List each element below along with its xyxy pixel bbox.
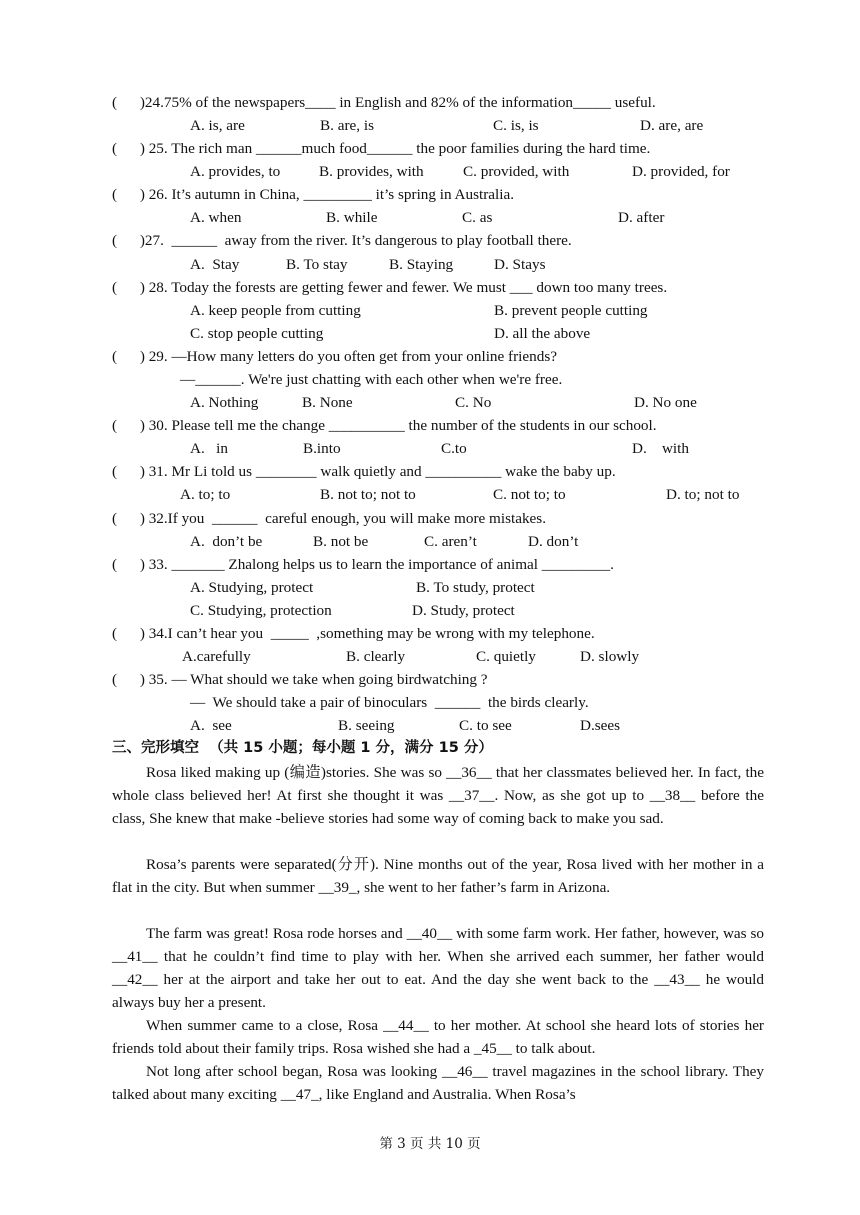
question-35-reply: — We should take a pair of binoculars ______ the birds clearly. [190, 694, 589, 711]
cloze-paragraph-1: Rosa liked making up (编造)stories. She was so __36__ that her classmates believed her. In fact, the whole class believed her! At first she thought it was __37__. Now, as she got up to __38__ before the class, She knew that make -believe stories had some way of coming back to make you sad. [112, 764, 764, 827]
option-24-c: C. is, is [493, 117, 539, 134]
option-28-d: D. all the above [494, 325, 591, 342]
option-35-d: D.sees [580, 717, 621, 734]
option-28-c: C. stop people cutting [190, 325, 324, 342]
question-29: ( ) 29. —How many letters do you often get from your online friends? [112, 348, 557, 365]
option-27-b: B. To stay [286, 256, 348, 273]
option-24-d: D. are, are [640, 117, 704, 134]
option-32-c: C. aren’t [424, 533, 477, 550]
cloze-paragraph-4: When summer came to a close, Rosa __44__ to her mother. At school she heard lots of stories her friends told about their family trips. Rosa wished she had a _45__ to talk about. [112, 1017, 764, 1057]
option-24-a: A. is, are [190, 117, 245, 134]
option-30-c: C.to [441, 440, 467, 457]
option-27-d: D. Stays [494, 256, 546, 273]
option-35-b: B. seeing [338, 717, 395, 734]
option-26-d: D. after [618, 209, 665, 226]
option-25-d: D. provided, for [632, 163, 730, 180]
option-31-b: B. not to; not to [320, 486, 416, 503]
option-34-c: C. quietly [476, 648, 536, 665]
question-28: ( ) 28. Today the forests are getting fewer and fewer. We must ___ down too many trees. [112, 279, 668, 296]
question-27: ( )27. ______ away from the river. It’s dangerous to play football there. [112, 232, 572, 249]
question-31: ( ) 31. Mr Li told us ________ walk quietly and __________ wake the baby up. [112, 463, 616, 480]
option-29-b: B. None [302, 394, 353, 411]
option-28-b: B. prevent people cutting [494, 302, 648, 319]
option-33-a: A. Studying, protect [190, 579, 314, 596]
option-31-c: C. not to; to [493, 486, 566, 503]
question-24: ( )24.75% of the newspapers____ in English and 82% of the information_____ useful. [112, 94, 656, 111]
option-29-a: A. Nothing [190, 394, 259, 411]
option-35-a: A. see [190, 717, 232, 734]
option-27-a: A. Stay [190, 256, 240, 273]
page-number-footer: 第 3 页 共 10 页 [379, 1136, 481, 1152]
option-30-a: A. in [190, 440, 228, 457]
cloze-paragraph-3: The farm was great! Rosa rode horses and __40__ with some farm work. Her father, however, was so __41__ that he couldn’t find time to play with her. When she arrived each summer, her father would __42__ her at the airport and take her out to eat. And the day she went back to the __43__ he would always buy her a present. [112, 925, 764, 1011]
question-29-reply: —______. We're just chatting with each other when we're free. [180, 371, 563, 388]
option-31-d: D. to; not to [666, 486, 740, 503]
option-29-c: C. No [455, 394, 492, 411]
option-32-d: D. don’t [528, 533, 579, 550]
option-34-a: A.carefully [182, 648, 251, 665]
option-24-b: B. are, is [320, 117, 374, 134]
question-34: ( ) 34.I can’t hear you _____ ,something may be wrong with my telephone. [112, 625, 595, 642]
cloze-paragraph-2: Rosa’s parents were separated(分开). Nine months out of the year, Rosa lived with her mother in a flat in the city. But when summer __39_, she went to her father’s farm in Arizona. [112, 856, 764, 896]
option-32-a: A. don’t be [190, 533, 263, 550]
question-25: ( ) 25. The rich man ______much food______ the poor families during the hard time. [112, 140, 651, 157]
option-30-d: D. with [632, 440, 689, 457]
option-29-d: D. No one [634, 394, 697, 411]
question-30: ( ) 30. Please tell me the change __________ the number of the students in our school. [112, 417, 657, 434]
question-26: ( ) 26. It’s autumn in China, _________ it’s spring in Australia. [112, 186, 515, 203]
option-25-b: B. provides, with [319, 163, 424, 180]
option-25-a: A. provides, to [190, 163, 281, 180]
question-35: ( ) 35. — What should we take when going birdwatching ? [112, 671, 488, 688]
cloze-paragraph-5: Not long after school began, Rosa was looking __46__ travel magazines in the school library. They talked about many exciting __47_, like England and Australia. When Rosa’s [112, 1063, 764, 1103]
question-32: ( ) 32.If you ______ careful enough, you will make more mistakes. [112, 510, 547, 527]
option-35-c: C. to see [459, 717, 512, 734]
option-33-d: D. Study, protect [412, 602, 515, 619]
option-32-b: B. not be [313, 533, 369, 550]
option-26-a: A. when [190, 209, 242, 226]
option-28-a: A. keep people from cutting [190, 302, 361, 319]
option-33-c: C. Studying, protection [190, 602, 332, 619]
option-34-b: B. clearly [346, 648, 406, 665]
option-30-b: B.into [303, 440, 341, 457]
option-31-a: A. to; to [180, 486, 231, 503]
section-heading-cloze: 三、完形填空 （共 15 小题；每小题 1 分，满分 15 分） [112, 740, 493, 756]
option-33-b: B. To study, protect [416, 579, 535, 596]
option-26-c: C. as [462, 209, 493, 226]
question-33: ( ) 33. _______ Zhalong helps us to learn the importance of animal _________. [112, 556, 614, 573]
option-26-b: B. while [326, 209, 378, 226]
option-34-d: D. slowly [580, 648, 640, 665]
option-25-c: C. provided, with [463, 163, 570, 180]
option-27-c: B. Staying [389, 256, 454, 273]
